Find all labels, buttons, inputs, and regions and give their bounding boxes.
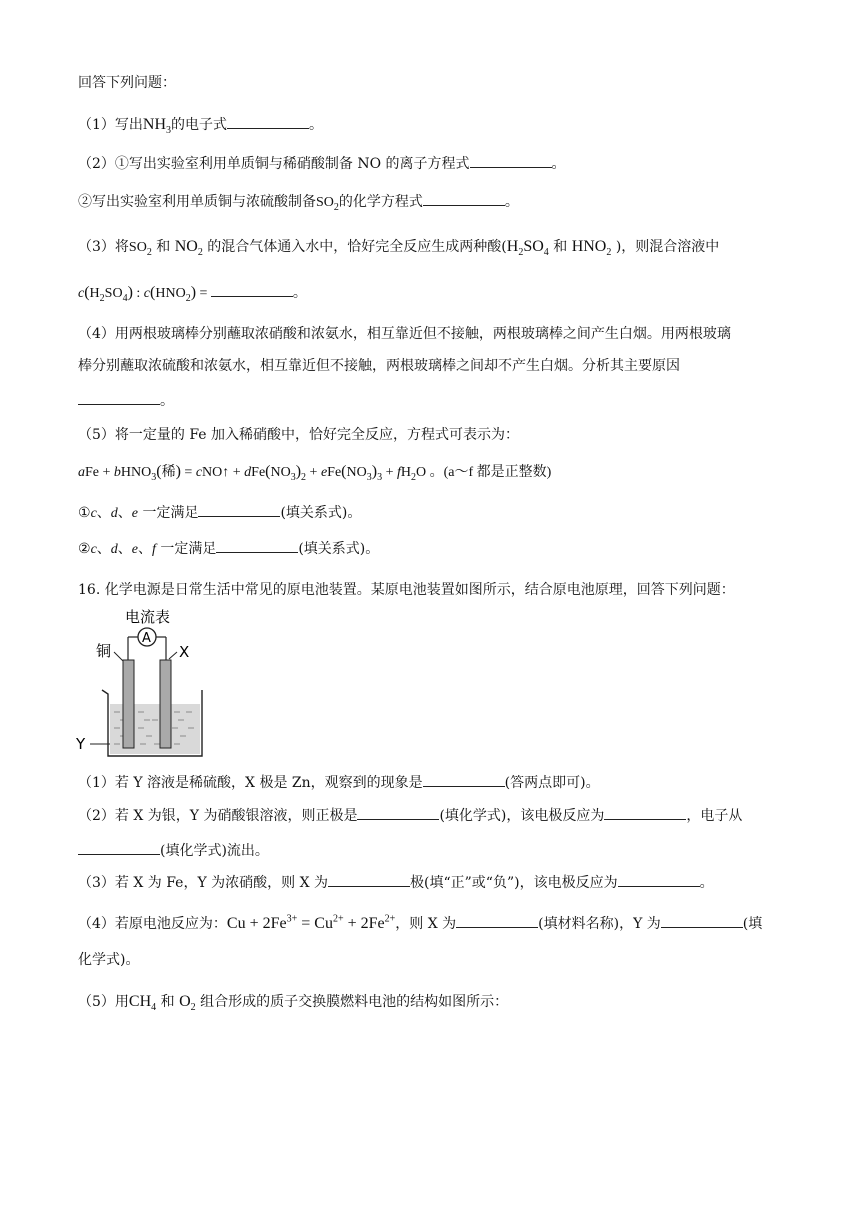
s2a-line bbox=[78, 805, 742, 826]
ammeter-label: 电流表 bbox=[125, 608, 171, 626]
s4b-line: 化学式)。 bbox=[78, 952, 140, 968]
answer-blank[interactable] bbox=[423, 191, 505, 206]
answer-blank[interactable] bbox=[423, 772, 505, 787]
answer-blank[interactable] bbox=[470, 153, 552, 168]
q5-note: (a～f 都是正整数) bbox=[443, 465, 552, 480]
q5c1-line: ①c、d、e 一定满足 (填关系式)。 bbox=[78, 502, 361, 524]
q4a-line: （4）用两根玻璃棒分别蘸取浓硝酸和浓氨水，相互靠近但不接触，两根玻璃棒之间产生白烟。用两根玻璃 bbox=[78, 326, 731, 342]
q2a-text: （2）①写出实验室利用单质铜与稀硝酸制备 NO 的离子方程式 bbox=[78, 156, 470, 172]
answer-blank[interactable] bbox=[216, 538, 298, 553]
s2a-text: （2）若 X 为银，Y 为硝酸银溶液，则正极是 bbox=[78, 808, 358, 824]
q1-text: （1）写出 bbox=[78, 117, 143, 133]
q3a-text-5: )，则混合溶液中 bbox=[615, 239, 720, 255]
q4c-line: 。 bbox=[78, 390, 174, 411]
q2b-line: ②写出实验室利用单质铜与浓硫酸制备$SO_2$的化学方程式 。 bbox=[78, 191, 519, 213]
s5-text: （5）用 bbox=[78, 994, 129, 1010]
answer-blank[interactable] bbox=[456, 913, 538, 928]
q3a-text-2: 和 bbox=[156, 239, 171, 255]
q2b-text: ②写出实验室利用单质铜与浓硫酸制备 bbox=[78, 194, 316, 210]
s4-text: （4）若原电池反应为： bbox=[78, 916, 227, 932]
answer-blank[interactable] bbox=[604, 805, 686, 820]
q5c1-text-b: (填关系式)。 bbox=[280, 505, 362, 521]
s4-text-c: (填材料名称)，Y 为 bbox=[538, 916, 661, 932]
s2a-text-3: ，电子从 bbox=[686, 808, 743, 824]
q5c2-text-b: (填关系式)。 bbox=[298, 541, 380, 557]
q5c1-text: 一定满足 bbox=[142, 505, 199, 521]
galvanic-cell-diagram bbox=[74, 604, 204, 764]
s5-text-c: 组合形成的质子交换膜燃料电池的结构如图所示： bbox=[200, 994, 509, 1010]
answer-blank[interactable] bbox=[211, 282, 293, 297]
s4-line: （4）若原电池反应为：$Cu + 2Fe^{3+} = Cu^{2+} + 2Fe^{2+}$，则 X 为 (填材料名称)，Y 为 (填 bbox=[78, 913, 763, 932]
answer-blank[interactable] bbox=[227, 114, 309, 129]
q5c2-line: ②c、d、e、f 一定满足 (填关系式)。 bbox=[78, 538, 379, 560]
s3-text-b: 极(填“正”或“负”)，该电极反应为 bbox=[410, 875, 618, 891]
q3b-line: $c(H_2SO_4)$ : $c(HNO_2)$ = 。 bbox=[78, 284, 307, 304]
answer-blank[interactable] bbox=[618, 872, 700, 887]
q3a-text-3: 的混合气体通入水中，恰好完全反应生成两种酸( bbox=[207, 239, 507, 255]
answer-blank[interactable] bbox=[78, 390, 160, 405]
s1-text-b: (答两点即可)。 bbox=[504, 775, 600, 791]
s4-text-d: (填 bbox=[742, 916, 763, 932]
q5c2-text: 一定满足 bbox=[160, 541, 217, 557]
s3-text: （3）若 X 为 Fe，Y 为浓硝酸，则 X 为 bbox=[78, 875, 329, 891]
q3a-line: （3）将$SO_2$ 和 $NO_2$ 的混合气体通入水中，恰好完全反应生成两种酸($H_2SO_4$ 和 $HNO_2$ )，则混合溶液中 bbox=[78, 238, 720, 259]
solution-label: Y bbox=[76, 735, 86, 753]
s1-line bbox=[78, 772, 600, 793]
x-electrode bbox=[160, 660, 171, 748]
question-16-stem: 16. 化学电源是日常生活中常见的原电池装置。某原电池装置如图所示，结合原电池原理，回答下列问题： bbox=[78, 582, 735, 598]
s3-line: （3）若 X 为 Fe，Y 为浓硝酸，则 X 为 极(填“正”或“负”)，该电极反应为 。 bbox=[78, 872, 714, 893]
q4b-line: 棒分别蘸取浓硫酸和浓氨水，相互靠近但不接触，两根玻璃棒之间却不产生白烟。分析其主要原因 bbox=[78, 358, 680, 374]
s5-text-b: 和 bbox=[160, 994, 175, 1010]
s4-text-b: ，则 X 为 bbox=[395, 916, 457, 932]
answer-blank[interactable] bbox=[78, 840, 160, 855]
q1-text-b: 的电子式 bbox=[171, 117, 228, 133]
s2a-text-2: (填化学式)，该电极反应为 bbox=[439, 808, 605, 824]
s2b-text: (填化学式)流出。 bbox=[160, 843, 269, 859]
q2b-text-b: 的化学方程式 bbox=[338, 194, 423, 210]
intro-line: 回答下列问题： bbox=[78, 75, 176, 91]
s5-line: （5）用$CH_4$ 和 $O_2$ 组合形成的质子交换膜燃料电池的结构如图所示： bbox=[78, 993, 509, 1014]
answer-blank[interactable] bbox=[328, 872, 410, 887]
answer-blank[interactable] bbox=[661, 913, 743, 928]
q5-equation: aFe + bHNO$_3$(稀) = cNO↑ + $dFe(NO_3)_2 + eFe(NO_3)_3 + fH_2O$ 。(a～f 都是正整数) bbox=[78, 463, 552, 483]
answer-blank[interactable] bbox=[198, 502, 280, 517]
q5a-line: （5）将一定量的 Fe 加入稀硝酸中，恰好完全反应，方程式可表示为： bbox=[78, 427, 520, 443]
ammeter-symbol: A bbox=[142, 631, 151, 646]
s1-text: （1）若 Y 溶液是稀硫酸，X 极是 Zn，观察到的现象是 bbox=[78, 775, 423, 791]
q3a-text-4: 和 bbox=[553, 239, 568, 255]
copper-electrode bbox=[123, 660, 134, 748]
copper-electrode-label: 铜 bbox=[96, 642, 112, 660]
answer-blank[interactable] bbox=[357, 805, 439, 820]
q1-line: （1）写出$NH_3$的电子式 。 bbox=[78, 116, 324, 137]
x-electrode-label: X bbox=[179, 643, 190, 661]
s2b-line bbox=[78, 840, 269, 861]
q2a-line: （2）①写出实验室利用单质铜与稀硝酸制备 NO 的离子方程式 。 bbox=[78, 153, 566, 174]
q3a-text: （3）将 bbox=[78, 239, 129, 255]
